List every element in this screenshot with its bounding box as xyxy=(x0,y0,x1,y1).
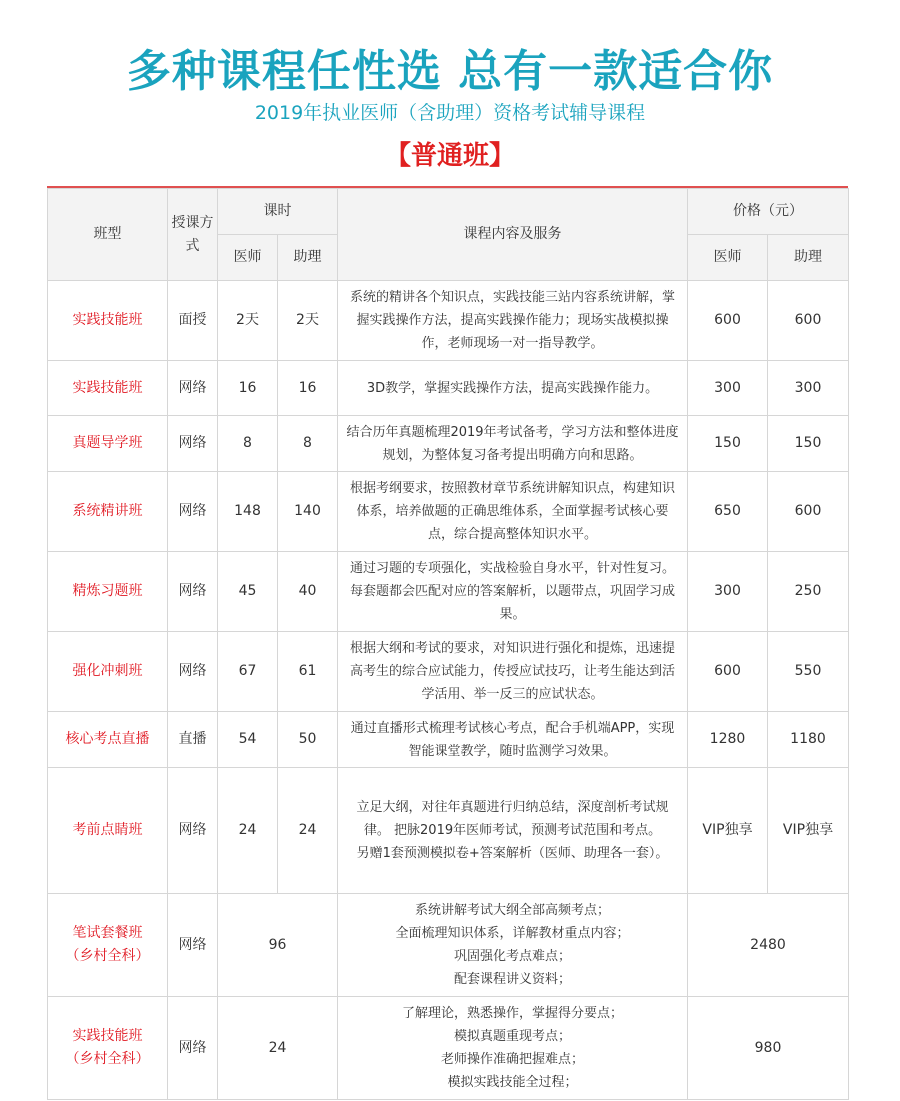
section-tag: 【普通班】 xyxy=(384,141,515,171)
price-assistant: 250 xyxy=(768,552,849,632)
price-assistant: 150 xyxy=(768,416,849,472)
teaching-method: 网络 xyxy=(168,894,218,997)
table-row xyxy=(48,997,849,1100)
price-doctor: 300 xyxy=(688,552,768,632)
price-assistant: VIP独享 xyxy=(768,768,849,894)
course-content xyxy=(338,632,688,712)
price-doctor: 650 xyxy=(688,472,768,552)
course-content xyxy=(338,472,688,552)
content-line: 系统讲解考试大纲全部高频考点； xyxy=(414,903,610,918)
table-row xyxy=(48,632,849,712)
teaching-method: 网络 xyxy=(168,632,218,712)
price-doctor: 300 xyxy=(688,361,768,416)
table-row xyxy=(48,768,849,894)
hours-assistant: 2天 xyxy=(278,281,338,361)
content-line: 全面梳理知识体系，详解教材重点内容； xyxy=(395,926,630,941)
teaching-method: 直播 xyxy=(168,712,218,768)
teaching-method: 网络 xyxy=(168,552,218,632)
header-class-type: 班型 xyxy=(48,189,168,281)
hours-doctor: 8 xyxy=(218,416,278,472)
course-content xyxy=(338,361,688,416)
header-content: 课程内容及服务 xyxy=(338,189,688,281)
hours-combined: 96 xyxy=(218,894,338,997)
class-name: 实践技能班 xyxy=(48,361,168,416)
content-line: 巩固强化考点难点； xyxy=(453,949,571,964)
price-doctor: 1280 xyxy=(688,712,768,768)
hours-assistant: 24 xyxy=(278,768,338,894)
header-price-doctor: 医师 xyxy=(688,235,768,281)
content-line: 立足大纲，对往年真题进行归纳总结，深度剖析考试规律。 把脉2019年医师考试，预测考试范围和考点。 xyxy=(356,800,669,838)
course-content xyxy=(338,552,688,632)
content-line: 通过习题的专项强化，实战检验自身水平，针对性复习。每套题都会匹配对应的答案解析，以题带点，巩固学习成果。 xyxy=(349,561,675,622)
hours-assistant: 140 xyxy=(278,472,338,552)
class-name-line: 笔试套餐班 xyxy=(72,925,143,941)
header-price-assistant: 助理 xyxy=(768,235,849,281)
hours-assistant: 50 xyxy=(278,712,338,768)
table-row xyxy=(48,472,849,552)
teaching-method: 面授 xyxy=(168,281,218,361)
header-hours: 课时 xyxy=(218,189,338,235)
hours-assistant: 8 xyxy=(278,416,338,472)
class-name: 实践技能班 xyxy=(48,281,168,361)
course-content xyxy=(338,768,688,894)
class-name: 考前点睛班 xyxy=(48,768,168,894)
hours-doctor: 54 xyxy=(218,712,278,768)
hours-combined: 24 xyxy=(218,997,338,1100)
price-assistant: 550 xyxy=(768,632,849,712)
hours-doctor: 2天 xyxy=(218,281,278,361)
hours-doctor: 148 xyxy=(218,472,278,552)
content-line: 模拟真题重现考点； xyxy=(453,1029,571,1044)
class-name: 真题导学班 xyxy=(48,416,168,472)
price-doctor: 150 xyxy=(688,416,768,472)
course-content xyxy=(338,997,688,1100)
hours-assistant: 16 xyxy=(278,361,338,416)
content-line: 配套课程讲义资料； xyxy=(453,972,571,987)
header-method: 授课方式 xyxy=(168,189,218,281)
course-content xyxy=(338,712,688,768)
course-content xyxy=(338,416,688,472)
table-row xyxy=(48,894,849,997)
content-line: 另赠1套预测模拟卷+答案解析（医师、助理各一套）。 xyxy=(356,846,669,861)
content-line: 了解理论，熟悉操作，掌握得分要点； xyxy=(401,1006,623,1021)
content-line: 根据考纲要求，按照教材章节系统讲解知识点，构建知识体系，培养做题的正确思维体系，全面掌握考试核心要点，综合提高整体知识水平。 xyxy=(349,481,675,542)
teaching-method: 网络 xyxy=(168,768,218,894)
teaching-method: 网络 xyxy=(168,361,218,416)
content-line: 结合历年真题梳理2019年考试备考，学习方法和整体进度规划，为整体复习备考提出明确方向和思路。 xyxy=(346,424,679,463)
price-doctor: 600 xyxy=(688,281,768,361)
class-name xyxy=(48,997,168,1100)
header-hours-doctor: 医师 xyxy=(218,235,278,281)
hours-assistant: 61 xyxy=(278,632,338,712)
content-line: 系统的精讲各个知识点，实践技能三站内容系统讲解，掌握实践操作方法，提高实践操作能力；现场实战模拟操作，老师现场一对一指导教学。 xyxy=(349,290,675,351)
teaching-method: 网络 xyxy=(168,472,218,552)
price-combined: 2480 xyxy=(688,894,849,997)
class-name-line: 实践技能班 xyxy=(72,1028,143,1044)
class-name: 精炼习题班 xyxy=(48,552,168,632)
hours-doctor: 24 xyxy=(218,768,278,894)
table-row xyxy=(48,552,849,632)
class-name: 核心考点直播 xyxy=(48,712,168,768)
class-name: 强化冲刺班 xyxy=(48,632,168,712)
course-content xyxy=(338,894,688,997)
header-price: 价格（元） xyxy=(688,189,849,235)
table-row xyxy=(48,712,849,768)
teaching-method: 网络 xyxy=(168,416,218,472)
class-name-sub: （乡村全科） xyxy=(65,1051,150,1067)
price-assistant: 600 xyxy=(768,472,849,552)
class-name xyxy=(48,894,168,997)
price-assistant: 600 xyxy=(768,281,849,361)
content-line: 老师操作准确把握难点； xyxy=(440,1052,584,1067)
header-hours-assistant: 助理 xyxy=(278,235,338,281)
table-row xyxy=(48,416,849,472)
content-line: 3D教学，掌握实践操作方法，提高实践操作能力。 xyxy=(366,380,659,396)
teaching-method: 网络 xyxy=(168,997,218,1100)
table-row xyxy=(48,281,849,361)
content-line: 模拟实践技能全过程； xyxy=(447,1075,578,1090)
course-table-body xyxy=(48,281,849,1100)
hours-assistant: 40 xyxy=(278,552,338,632)
page-subtitle: 2019年执业医师（含助理）资格考试辅导课程 xyxy=(254,102,646,124)
hours-doctor: 67 xyxy=(218,632,278,712)
price-doctor: 600 xyxy=(688,632,768,712)
price-doctor: VIP独享 xyxy=(688,768,768,894)
content-line: 通过直播形式梳理考试核心考点，配合手机端APP，实现智能课堂教学，随时监测学习效果。 xyxy=(350,720,675,759)
content-line: 根据大纲和考试的要求，对知识进行强化和提炼，迅速提高考生的综合应试能力，传授应试技巧，让考生能达到活学活用、举一反三的应试状态。 xyxy=(349,641,675,702)
class-name: 系统精讲班 xyxy=(48,472,168,552)
price-assistant: 1180 xyxy=(768,712,849,768)
price-assistant: 300 xyxy=(768,361,849,416)
course-table xyxy=(47,188,849,1100)
hours-doctor: 45 xyxy=(218,552,278,632)
price-combined: 980 xyxy=(688,997,849,1100)
page-title: 多种课程任性选 总有一款适合你 xyxy=(126,46,774,97)
table-row xyxy=(48,361,849,416)
course-content xyxy=(338,281,688,361)
class-name-sub: （乡村全科） xyxy=(65,948,150,964)
hours-doctor: 16 xyxy=(218,361,278,416)
